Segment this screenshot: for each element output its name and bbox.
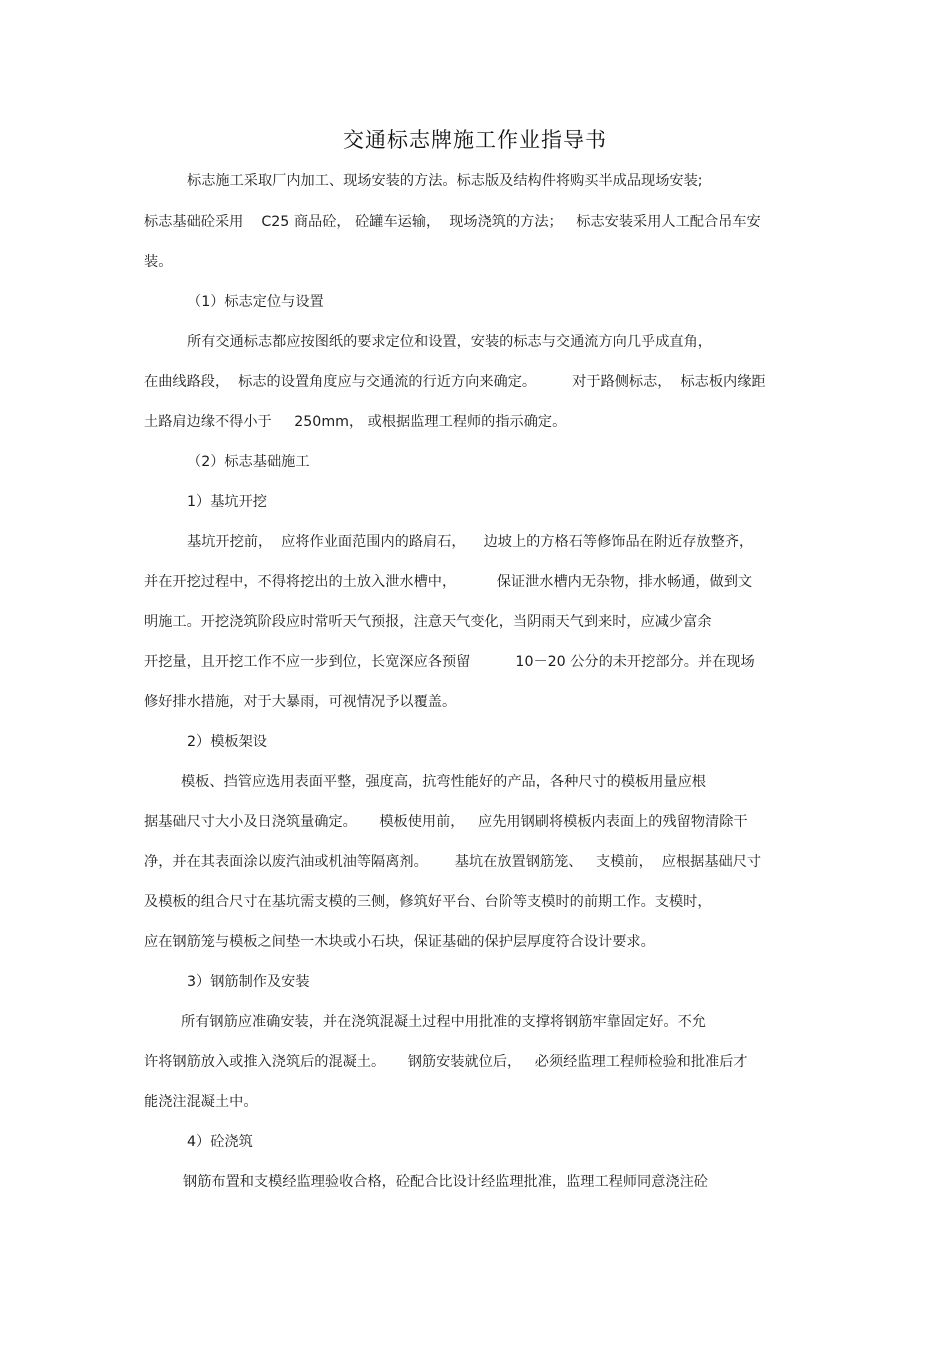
text-line: 钢筋布置和支模经监理验收合格，砼配合比设计经监理批准，监理工程师同意浇注砼 xyxy=(183,1174,708,1190)
text-line: 标志基础砼采用 C25 商品砼， 砼罐车运输， 现场浇筑的方法； 标志安装采用人工配合吊车安 xyxy=(144,214,761,230)
text-line: 标志施工采取厂内加工、现场安装的方法。标志版及结构件将购买半成品现场安装; xyxy=(187,173,703,189)
section-heading: （2）标志基础施工 xyxy=(187,454,310,470)
text-line: 所有交通标志都应按图纸的要求定位和设置，安装的标志与交通流方向几乎成直角， xyxy=(187,334,712,350)
text-line: 在曲线路段， 标志的设置角度应与交通流的行近方向来确定。 对于路侧标志， 标志板内缘距 xyxy=(144,374,766,390)
text-line: 修好排水措施，对于大暴雨，可视情况予以覆盖。 xyxy=(144,694,457,710)
text-line: 及模板的组合尺寸在基坑需支模的三侧，修筑好平台、台阶等支模时的前期工作。支模时， xyxy=(144,894,712,910)
text-line: 并在开挖过程中，不得将挖出的土放入泄水槽中， 保证泄水槽内无杂物，排水畅通，做到文 xyxy=(144,574,753,590)
document-title: 交通标志牌施工作业指导书 xyxy=(343,128,607,152)
text-line: 能浇注混凝土中。 xyxy=(144,1094,258,1110)
section-heading: （1）标志定位与设置 xyxy=(187,294,324,310)
text-line: 基坑开挖前， 应将作业面范围内的路肩石， 边坡上的方格石等修饰品在附近存放整齐， xyxy=(187,534,754,550)
text-line: 所有钢筋应准确安装，并在浇筑混凝土过程中用批准的支撑将钢筋牢靠固定好。不允 xyxy=(181,1014,706,1030)
text-line: 据基础尺寸大小及日浇筑量确定。 模板使用前， 应先用钢刷将模板内表面上的残留物清除干 xyxy=(144,814,748,830)
text-line: 土路肩边缘不得小于 250mm， 或根据监理工程师的指示确定。 xyxy=(144,414,567,430)
text-line: 装。 xyxy=(144,254,173,270)
text-line: 明施工。开挖浇筑阶段应时常听天气预报，注意天气变化，当阴雨天气到来时，应减少富余 xyxy=(144,614,712,630)
subsection-heading: 4）砼浇筑 xyxy=(187,1134,253,1150)
subsection-heading: 3）钢筋制作及安装 xyxy=(187,974,310,990)
text-line: 净，并在其表面涂以废汽油或机油等隔离剂。 基坑在放置钢筋笼、 支模前， 应根据基础尺寸 xyxy=(144,854,762,870)
subsection-heading: 1）基坑开挖 xyxy=(187,494,267,510)
text-line: 开挖量，且开挖工作不应一步到位，长宽深应各预留 10－20 公分的未开挖部分。并在现场 xyxy=(144,654,755,670)
text-line: 模板、挡管应选用表面平整，强度高，抗弯性能好的产品，各种尺寸的模板用量应根 xyxy=(181,774,706,790)
subsection-heading: 2）模板架设 xyxy=(187,734,267,750)
text-line: 许将钢筋放入或推入浇筑后的混凝土。 钢筋安装就位后， 必须经监理工程师检验和批准后才 xyxy=(144,1054,748,1070)
text-line: 应在钢筋笼与模板之间垫一木块或小石块，保证基础的保护层厚度符合设计要求。 xyxy=(144,934,655,950)
